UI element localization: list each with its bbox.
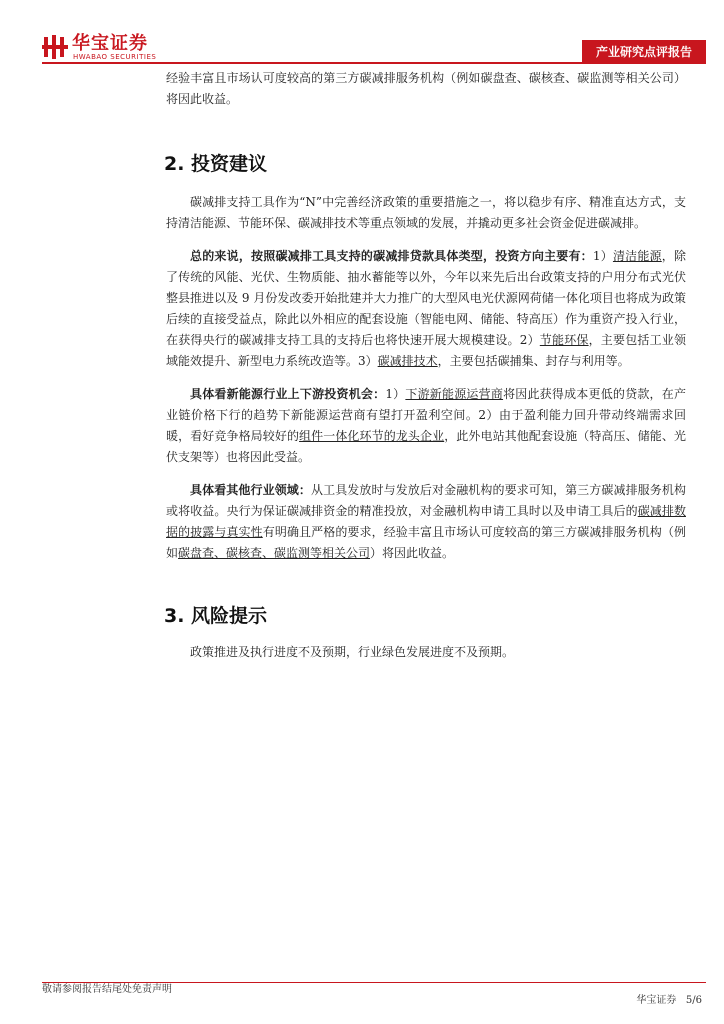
investment-paragraph-1: 碳减排支持工具作为“N”中完善经济政策的重要措施之一，将以稳步有序、精准直达方式，支持清洁能源、节能环保、碳减排技术等重点领域的发展，并撬动更多社会资金促进碳减排。 xyxy=(166,195,686,230)
paragraph-lead: 总的来说，按照碳减排工具支持的碳减排贷款具体类型，投资方向主要有： xyxy=(190,249,593,263)
investment-paragraph-2: 总的来说，按照碳减排工具支持的碳减排贷款具体类型，投资方向主要有：1）清洁能源，除了传统的风能、光伏、生物质能、抽水蓄能等以外，今年以来先后出台政策支持的户用分布式光伏整县推进以及 9 月份发改委开始批建并大力推广的大型风电光伏源网荷储一体化项目也将成为政策后续的直接受益点，除此以外相应的配套设施（智能电网、储能、特高压）作为重资产投入行业，在获得央行的碳减排支持工具的支持后也将快速开展大规模建设。2）节能环保，主要包括工业领域能效提升、新型电力系统改造等。3）碳减排技术，主要包括碳捕集、封存与利用等。 xyxy=(166,249,686,368)
paragraph-lead: 具体看其他行业领域： xyxy=(190,483,311,497)
underlined-term: 组件一体化环节的龙头企业 xyxy=(299,429,445,443)
footer-disclaimer: 敬请参阅报告结尾处免责声明 xyxy=(42,984,172,995)
hwabao-logo-icon xyxy=(42,34,68,60)
document-body xyxy=(166,66,686,663)
logo-chinese-name: 华宝证券 xyxy=(72,33,148,54)
logo-english-name: HWABAO SECURITIES xyxy=(73,53,157,61)
investment-paragraph-4: 具体看其他行业领域：从工具发放时与发放后对金融机构的要求可知，第三方碳减排服务机构或将收益。央行为保证碳减排资金的精准投放，对金融机构申请工具时以及申请工具后的碳减排数据的披露与真实性有明确且严格的要求，经验丰富且市场认可度较高的第三方碳减排服务机构（例如碳盘查、碳核查、碳监测等相关公司）将因此收益。 xyxy=(166,483,686,560)
page-header xyxy=(0,0,724,68)
underlined-term: 碳减排技术 xyxy=(377,354,438,368)
section-heading-risk: 3. 风险提示 xyxy=(164,605,268,627)
section-heading-investment: 2. 投资建议 xyxy=(164,153,268,175)
underlined-term: 碳减排数据的披露与真实性 xyxy=(166,504,686,539)
underlined-term: 清洁能源 xyxy=(612,249,662,263)
report-type-tag: 产业研究点评报告 xyxy=(582,40,706,64)
underlined-term: 下游新能源运营商 xyxy=(405,387,504,401)
paragraph-lead: 具体看新能源行业上下游投资机会： xyxy=(190,387,386,401)
footer-page-info xyxy=(636,991,702,1006)
page-number: 5/6 xyxy=(685,995,702,1006)
risk-paragraph: 政策推进及执行进度不及预期，行业绿色发展进度不及预期。 xyxy=(190,645,515,659)
continued-paragraph: 经验丰富且市场认可度较高的第三方碳减排服务机构（例如碳盘查、碳核查、碳监测等相关公司）将因此收益。 xyxy=(166,71,686,106)
underlined-term: 节能环保 xyxy=(539,333,589,347)
footer-brand: 华宝证券 xyxy=(636,995,677,1006)
underlined-term: 碳盘查、碳核查、碳监测等相关公司 xyxy=(178,546,371,560)
investment-paragraph-3: 具体看新能源行业上下游投资机会：1）下游新能源运营商将因此获得成本更低的贷款，在产业链价格下行的趋势下新能源运营商有望打开盈利空间。2）由于盈利能力回升带动终端需求回暖，看好竞争格局较好的组件一体化环节的龙头企业，此外电站其他配套设施（特高压、储能、光伏支架等）也将因此受益。 xyxy=(166,387,686,464)
